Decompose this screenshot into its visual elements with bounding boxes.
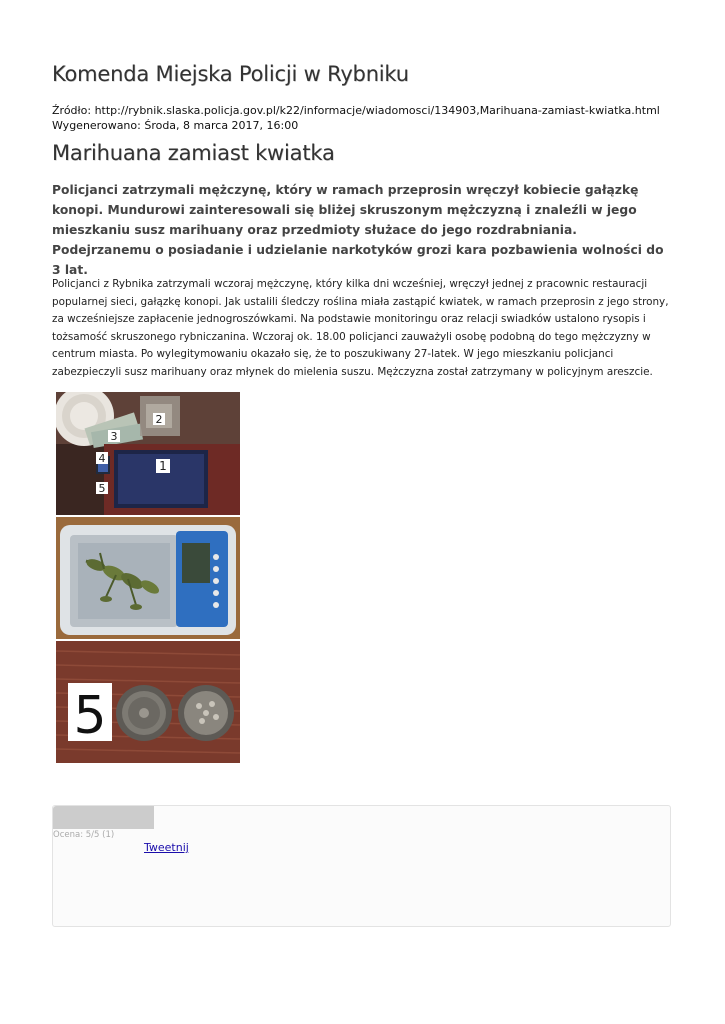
- evidence-photo-laptop: [56, 392, 240, 515]
- marker-1: 1: [159, 459, 167, 473]
- marker-3: 3: [110, 430, 118, 443]
- rating-text: Ocena: 5/5 (1): [53, 830, 115, 840]
- tweet-link[interactable]: Tweetnij: [144, 841, 189, 854]
- site-title: Komenda Miejska Policji w Rybniku: [52, 62, 409, 86]
- rating-box: [52, 805, 671, 927]
- document-meta: [52, 103, 660, 133]
- generated-line: Wygenerowano: Środa, 8 marca 2017, 16:00: [52, 119, 299, 132]
- article-body: Policjanci z Rybnika zatrzymali wczoraj mężczynę, który kilka dni wcześniej, wręczył jednej z pracownic restauracji popularnej sieci, gałązkę konopi. Jak ustalili śledczy roślina miała zastąpić kwiatek, w ramach przeprosin z jego strony, za wcześniejsze zapłacenie jednogroszówkami. Na podstawie monitoringu oraz relacji swiadków ustalono rysopis i tożsamość skruszonego rybniczanina. Wczoraj ok. 18.00 policjanci zauważyli osobę podobną do tego mężczyzny w centrum miasta. Po wylegitymowaniu okazało się, że to poszukiwany 27-latek. W jego mieszkaniu policjanci zabezpieczyli susz marihuany oraz młynek do mielenia suszu. Mężczyzna został zatrzymany w policyjnym areszcie.: [52, 278, 669, 378]
- evidence-photo-grinder: [56, 641, 240, 763]
- article-title: Marihuana zamiast kwiatka: [52, 141, 335, 165]
- article-lead: Policjanci zatrzymali mężczynę, który w ramach przeprosin wręczył kobiecie gałązkę konopi. Mundurowi zainteresowali się bliżej skruszonym mężczyzną i znaleźli w jego mieszkaniu susz marihuany oraz przedmioty służace do jego rozdrabniania. Podejrzanemu o posiadanie i udzielanie narkotyków grozi kara pozbawienia wolności do 3 lat.: [52, 183, 664, 277]
- marker-2: 2: [155, 413, 163, 426]
- marker-5: 5: [98, 482, 106, 495]
- marker-5-large: 5: [73, 686, 107, 746]
- rating-bar[interactable]: [53, 806, 154, 829]
- marker-4: 4: [98, 452, 106, 465]
- source-line: Źródło: http://rybnik.slaska.policja.gov.pl/k22/informacje/wiadomosci/134903,Marihuana-zamiast-kwiatka.html: [52, 104, 660, 117]
- evidence-photo-scale: [56, 517, 240, 639]
